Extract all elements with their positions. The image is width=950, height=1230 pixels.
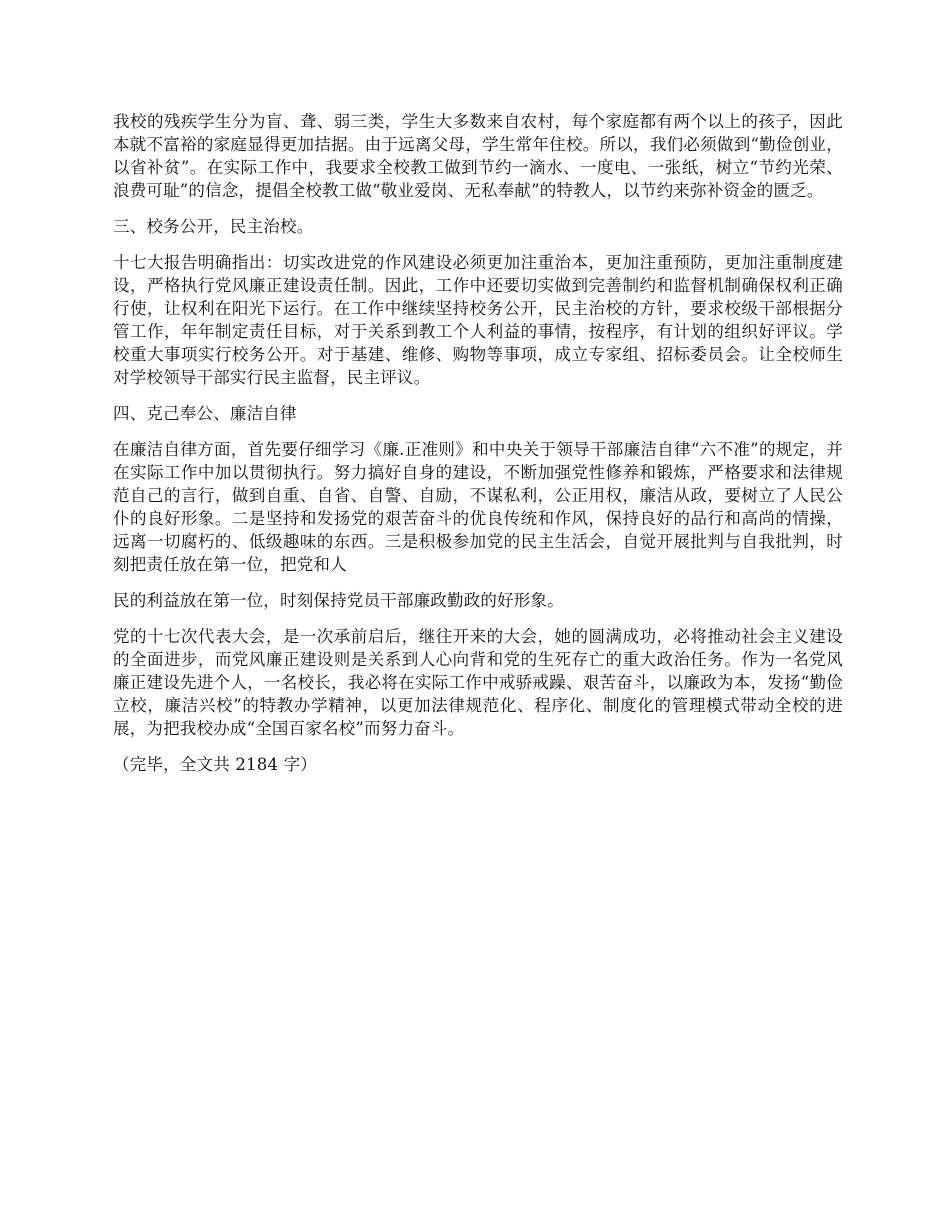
paragraph-frugality: 我校的残疾学生分为盲、聋、弱三类，学生大多数来自农村，每个家庭都有两个以上的孩子，因此本就不富裕的家庭显得更加拮据。由于远离父母，学生常年住校。所以，我们必须做到“勤俭创业，以省补贫”。在实际工作中，我要求全校教工做到节约一滴水、一度电、一张纸，树立“节约光荣、浪费可耻”的信念，提倡全校教工做“敬业爱岗、无私奉献”的特教人，以节约来弥补资金的匮乏。 (113, 112, 843, 200)
document-body (113, 110, 843, 789)
paragraph-self-discipline-cont: 民的利益放在第一位，时刻保持党员干部廉政勤政的好形象。 (113, 591, 564, 610)
paragraph-conclusion: 党的十七次代表大会，是一次承前启后，继往开来的大会，她的圆满成功，必将推动社会主义建设的全面进步，而党风廉正建设则是关系到人心向背和党的生死存亡的重大政治任务。作为一名党风廉正建设先进个人，一名校长，我必将在实际工作中戒骄戒躁、艰苦奋斗，以廉政为本，发扬“勤俭立校，廉洁兴校”的特教办学精神，以更加法律规范化、程序化、制度化的管理模式带动全校的进展，为把我校办成“全国百家名校”而努力奋斗。 (113, 627, 843, 738)
paragraph-self-discipline: 在廉洁自律方面，首先要仔细学习《廉.正准则》和中央关于领导干部廉洁自律“六不准”的规定，并在实际工作中加以贯彻执行。努力搞好自身的建设，不断加强党性修养和锻炼，严格要求和法律规范自己的言行，做到自重、自省、自警、自励，不谋私利，公正用权，廉洁从政，要树立了人民公仆的良好形象。二是坚持和发扬党的艰苦奋斗的优良传统和作风，保持良好的品行和高尚的情操，远离一切腐朽的、低级趣味的东西。三是积极参加党的民主生活会，自觉开展批判与自我批判，时刻把责任放在第一位，把党和人 (113, 440, 843, 574)
word-count-note: （完毕，全文共 2184 字） (113, 755, 317, 774)
section-heading-3: 三、校务公开，民主治校。 (113, 217, 314, 236)
paragraph-school-affairs: 十七大报告明确指出：切实改进党的作风建设必须更加注重治本，更加注重预防，更加注重制度建设，严格执行党风廉正建设责任制。因此，工作中还要切实做到完善制约和监督机制确保权利正确行使，让权利在阳光下运行。在工作中继续坚持校务公开，民主治校的方针，要求校级干部根据分管工作，年年制定责任目标，对于关系到教工个人利益的事情，按程序，有计划的组织好评议。学校重大事项实行校务公开。对于基建、维修、购物等事项，成立专家组、招标委员会。让全校师生对学校领导干部实行民主监督，民主评议。 (113, 253, 843, 387)
section-heading-4: 四、克己奉公、廉洁自律 (113, 404, 297, 423)
